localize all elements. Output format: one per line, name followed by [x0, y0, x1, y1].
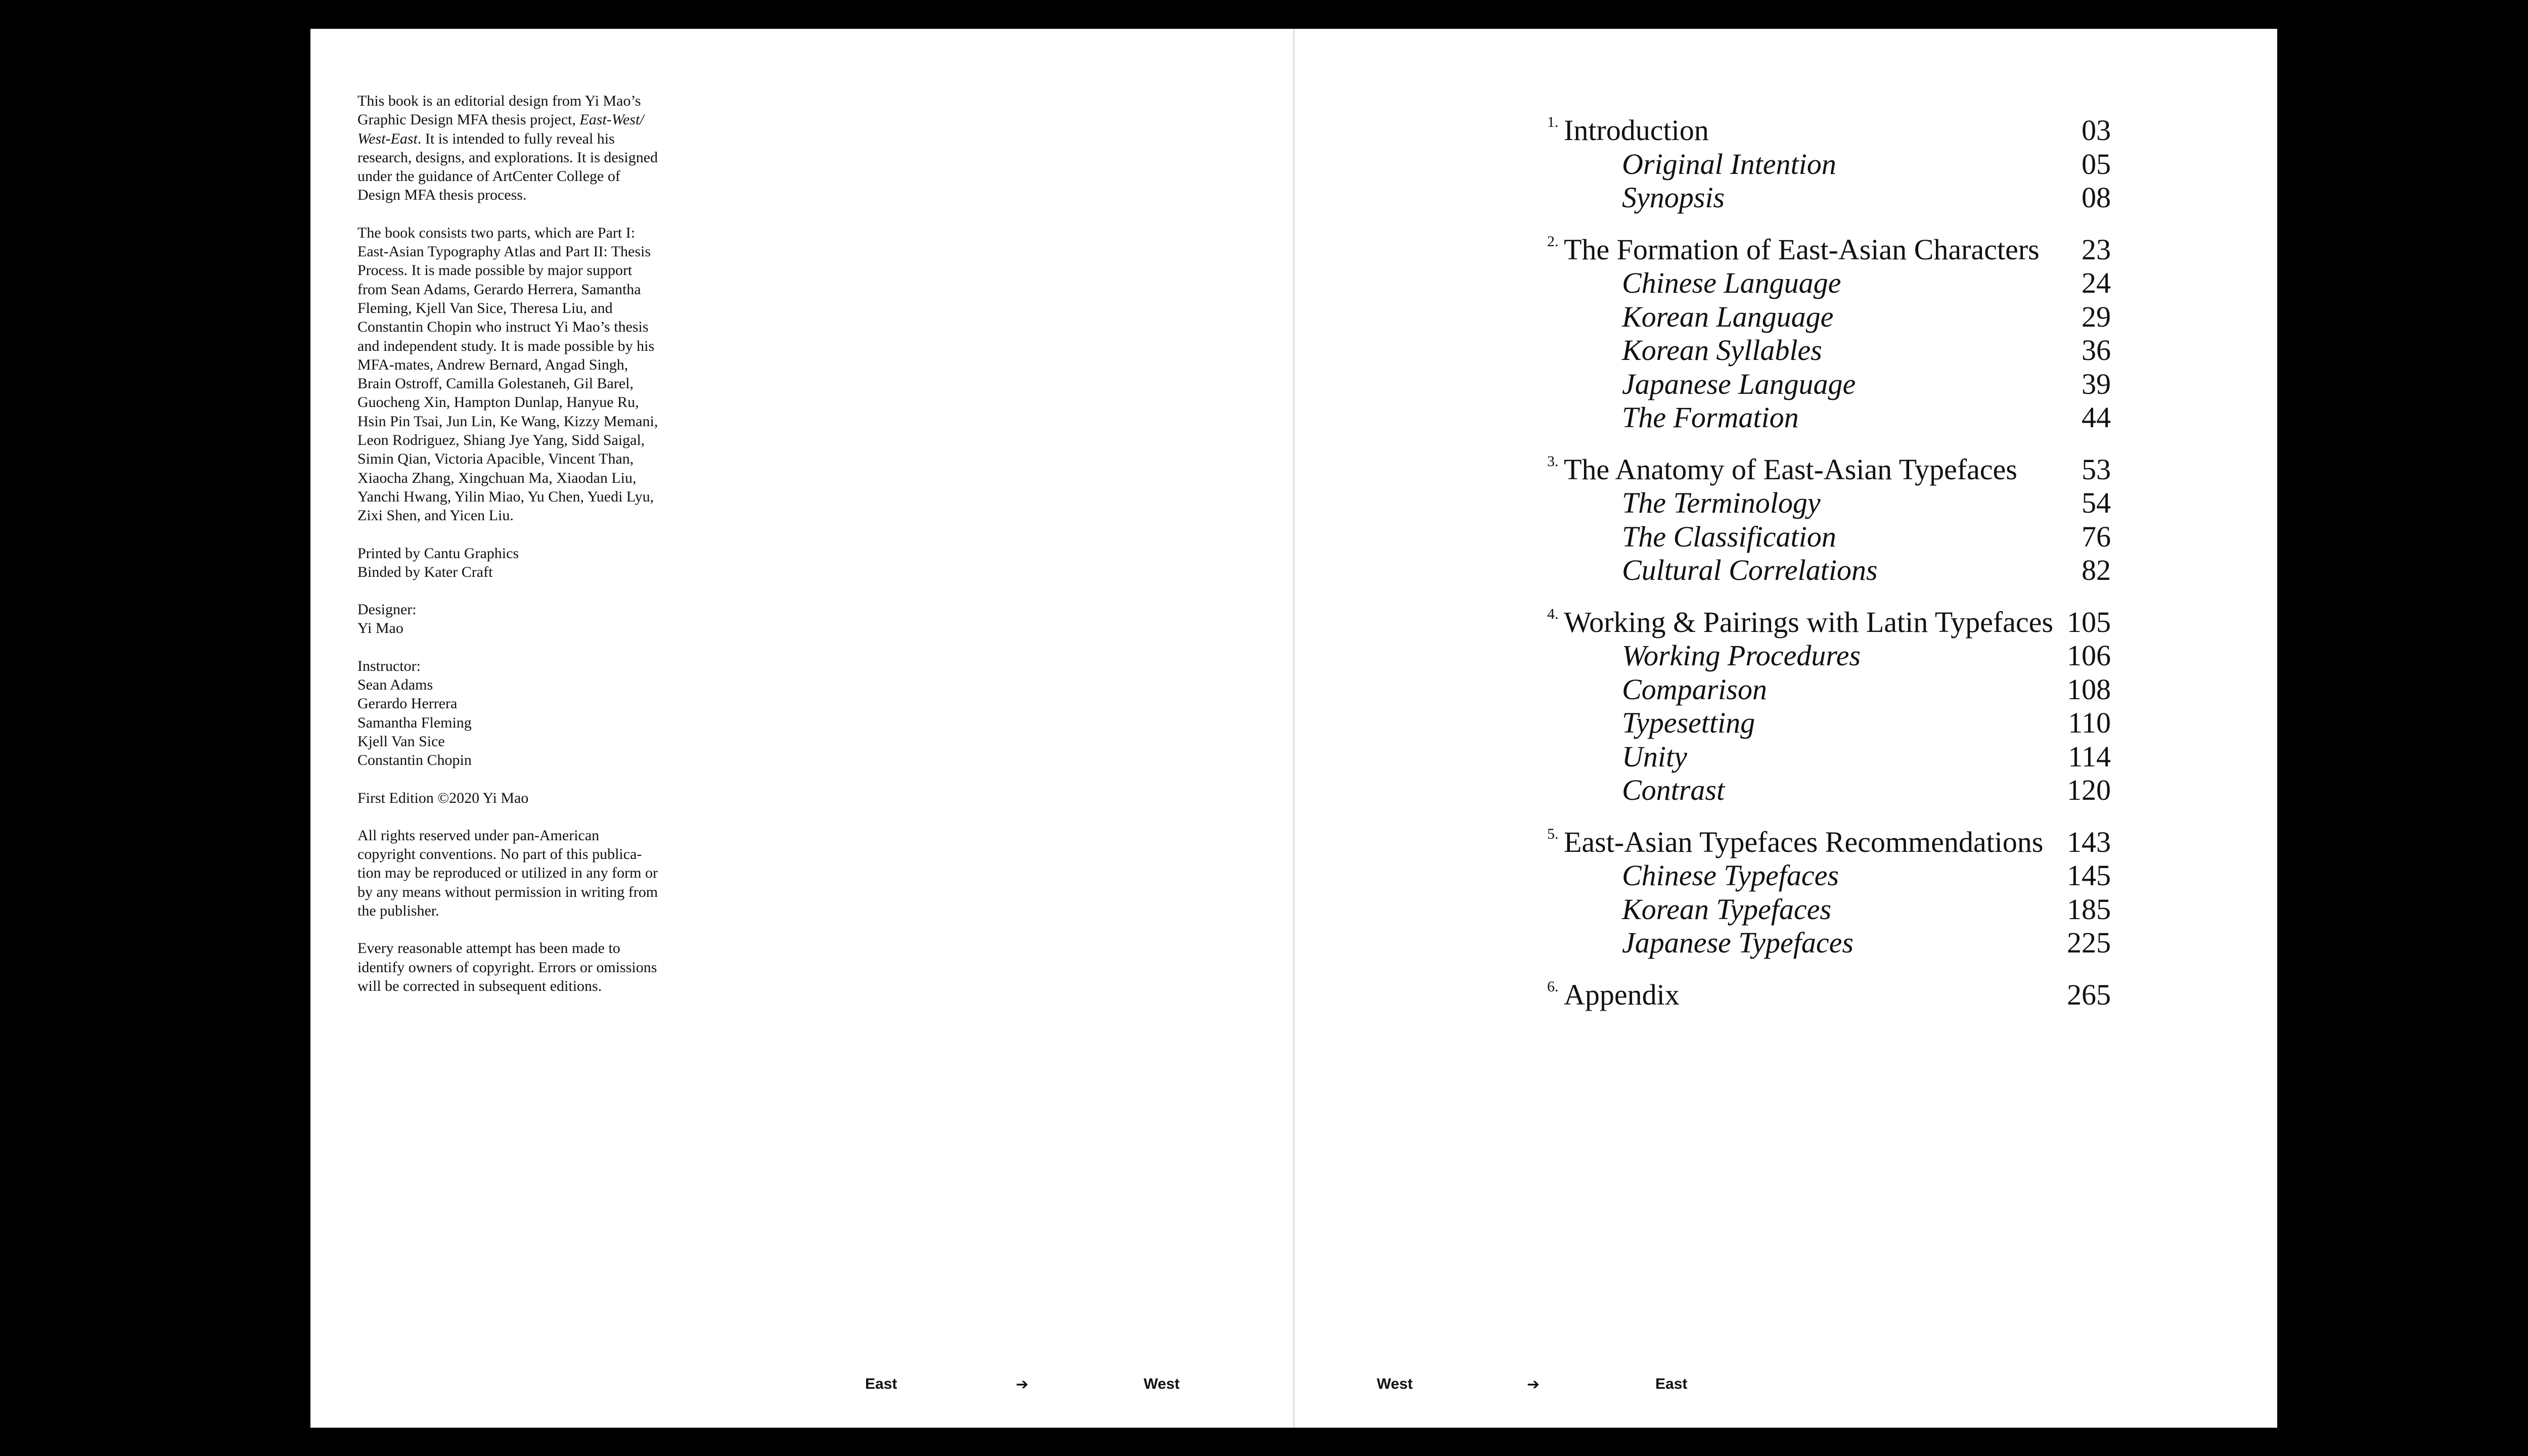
toc-chapter-row [1547, 978, 2111, 1012]
subsection-title: Korean Typefaces [1622, 892, 1831, 926]
toc-subsection-row [1547, 774, 2111, 807]
table-of-contents [1547, 114, 2111, 1030]
chapter-title: East-Asian Typefaces Recommendations [1564, 825, 2044, 858]
colophon-edition: First Edition ©2020 Yi Mao [357, 789, 529, 806]
toc-section [1547, 826, 2111, 960]
colophon-instructors: Instructor: Sean Adams Gerardo Herrera Samantha Fleming Kjell Van Sice Constantin Chopin [357, 657, 472, 769]
toc-chapter-row [1547, 826, 2111, 859]
chapter-page-number: 23 [2082, 233, 2111, 266]
colophon-acknowledgements: The book consists two parts, which are Part I: East-Asian Typography Atlas and Part II: Thesis Process. It is made possible by major support from Sean Adams, Gerardo Herrera, Samantha Fleming, Kjell Van Sice, Theresa Liu, and Constantin Chopin who instruct Yi Mao’s thesis and independent study. It is made possible by his MFA-mates, Andrew Bernard, Angad Singh, Brain Ostroff, Camilla Golestaneh, Gil Barel, Guocheng Xin, Hampton Dunlap, Hanyue Ru, Hsin Pin Tsai, Jun Lin, Ke Wang, Kizzy Memani, Leon Rodriguez, Shiang Jye Yang, Sidd Saigal, Simin Qian, Victoria Apacible, Vincent Than, Xiaocha Zhang, Xingchuan Ma, Xiaodan Liu, Yanchi Hwang, Yilin Miao, Yu Chen, Yuedi Lyu, Zixi Shen, and Yicen Liu. [357, 224, 658, 524]
chapter-number: 4. [1547, 605, 1559, 622]
toc-section [1547, 233, 2111, 435]
subsection-page-number: 54 [2082, 486, 2111, 519]
subsection-title: Korean Language [1622, 300, 1834, 333]
subsection-title: Japanese Typefaces [1622, 926, 1854, 959]
left-page-colophon [310, 29, 1293, 1428]
chapter-page-number: 143 [2067, 825, 2111, 858]
subsection-title: Unity [1622, 740, 1687, 773]
toc-chapter-row [1547, 114, 2111, 148]
subsection-page-number: 145 [2067, 859, 2111, 892]
chapter-title: Working & Pairings with Latin Typefaces [1564, 605, 2053, 639]
subsection-title: Chinese Language [1622, 266, 1841, 299]
subsection-page-number: 76 [2082, 520, 2111, 553]
subsection-page-number: 120 [2067, 774, 2111, 806]
chapter-title: The Anatomy of East-Asian Typefaces [1564, 452, 2017, 486]
toc-subsection-row [1547, 706, 2111, 740]
subsection-title: Working Procedures [1622, 639, 1861, 672]
arrow-icon: ➔ [1527, 1376, 1540, 1393]
chapter-page-number: 53 [2082, 452, 2111, 486]
toc-subsection-row [1547, 148, 2111, 181]
chapter-number: 2. [1547, 233, 1559, 250]
chapter-page-number: 105 [2067, 605, 2111, 639]
colophon-intro: This book is an editorial design from Yi Mao’s Graphic Design MFA thesis project, East-West/ West-East. It is intended to fully reveal his research, designs, and explorations. It is designed under the guidance of ArtCenter College of Design MFA thesis process. [357, 93, 658, 204]
subsection-page-number: 110 [2068, 706, 2111, 739]
toc-chapter-row [1547, 453, 2111, 487]
footer-to: West [1144, 1376, 1180, 1392]
subsection-page-number: 225 [2067, 926, 2111, 959]
toc-subsection-row [1547, 300, 2111, 334]
subsection-page-number: 29 [2082, 300, 2111, 333]
subsection-page-number: 24 [2082, 266, 2111, 299]
toc-subsection-row [1547, 740, 2111, 774]
subsection-title: Korean Syllables [1622, 334, 1822, 367]
subsection-title: The Classification [1622, 520, 1836, 553]
toc-subsection-row [1547, 334, 2111, 368]
subsection-page-number: 08 [2082, 181, 2111, 214]
toc-subsection-row [1547, 554, 2111, 587]
subsection-title: Comparison [1622, 672, 1767, 706]
toc-subsection-row [1547, 859, 2111, 893]
colophon-printing: Printed by Cantu Graphics Binded by Kater Craft [357, 544, 519, 580]
chapter-page-number: 265 [2067, 978, 2111, 1011]
toc-subsection-row [1547, 401, 2111, 435]
toc-section [1547, 453, 2111, 587]
colophon-rights: All rights reserved under pan-American copyright conventions. No part of this publica- tion may be reproduced or utilized in any form or by any means without permission in writing from the publisher. [357, 827, 658, 919]
toc-subsection-row [1547, 893, 2111, 927]
toc-chapter-row [1547, 606, 2111, 640]
chapter-title: The Formation of East-Asian Characters [1564, 233, 2040, 266]
subsection-title: Original Intention [1622, 147, 1836, 180]
subsection-title: Synopsis [1622, 181, 1725, 214]
chapter-number: 6. [1547, 978, 1559, 995]
subsection-page-number: 44 [2082, 401, 2111, 434]
chapter-title: Introduction [1564, 114, 1709, 147]
arrow-icon: ➔ [1016, 1376, 1029, 1393]
toc-subsection-row [1547, 673, 2111, 707]
toc-chapter-row [1547, 233, 2111, 267]
footer-from: East [865, 1376, 897, 1392]
subsection-page-number: 82 [2082, 554, 2111, 586]
chapter-page-number: 03 [2082, 114, 2111, 147]
footer-from: West [1377, 1376, 1413, 1392]
chapter-title: Appendix [1564, 978, 1680, 1011]
colophon-designer: Designer: Yi Mao [357, 601, 417, 637]
subsection-title: The Terminology [1622, 486, 1821, 519]
right-page-contents [1294, 29, 2277, 1428]
footer-to: East [1655, 1376, 1688, 1392]
subsection-title: Contrast [1622, 774, 1725, 806]
subsection-page-number: 106 [2067, 639, 2111, 672]
toc-section [1547, 606, 2111, 807]
subsection-title: Typesetting [1622, 706, 1755, 739]
chapter-number: 1. [1547, 114, 1559, 130]
toc-section [1547, 978, 2111, 1012]
subsection-page-number: 185 [2067, 892, 2111, 926]
toc-subsection-row [1547, 266, 2111, 300]
book-spread [310, 29, 2277, 1428]
toc-section [1547, 114, 2111, 215]
subsection-page-number: 05 [2082, 147, 2111, 180]
subsection-title: Japanese Language [1622, 367, 1856, 400]
thesis-title: East-West/ West-East [357, 111, 644, 147]
subsection-page-number: 36 [2082, 334, 2111, 367]
subsection-page-number: 114 [2068, 740, 2111, 773]
colophon-copyright-note: Every reasonable attempt has been made to identify owners of copyright. Errors or omissions will be corrected in subsequent editions. [357, 940, 657, 994]
subsection-page-number: 39 [2082, 367, 2111, 400]
subsection-title: The Formation [1622, 401, 1799, 434]
chapter-number: 3. [1547, 452, 1559, 470]
toc-subsection-row [1547, 368, 2111, 401]
toc-subsection-row [1547, 639, 2111, 673]
toc-subsection-row [1547, 486, 2111, 520]
toc-subsection-row [1547, 181, 2111, 215]
colophon-text [357, 92, 721, 995]
chapter-number: 5. [1547, 825, 1559, 842]
subsection-title: Chinese Typefaces [1622, 859, 1839, 892]
subsection-page-number: 108 [2067, 672, 2111, 706]
subsection-title: Cultural Correlations [1622, 554, 1878, 586]
toc-subsection-row [1547, 926, 2111, 960]
toc-subsection-row [1547, 520, 2111, 554]
